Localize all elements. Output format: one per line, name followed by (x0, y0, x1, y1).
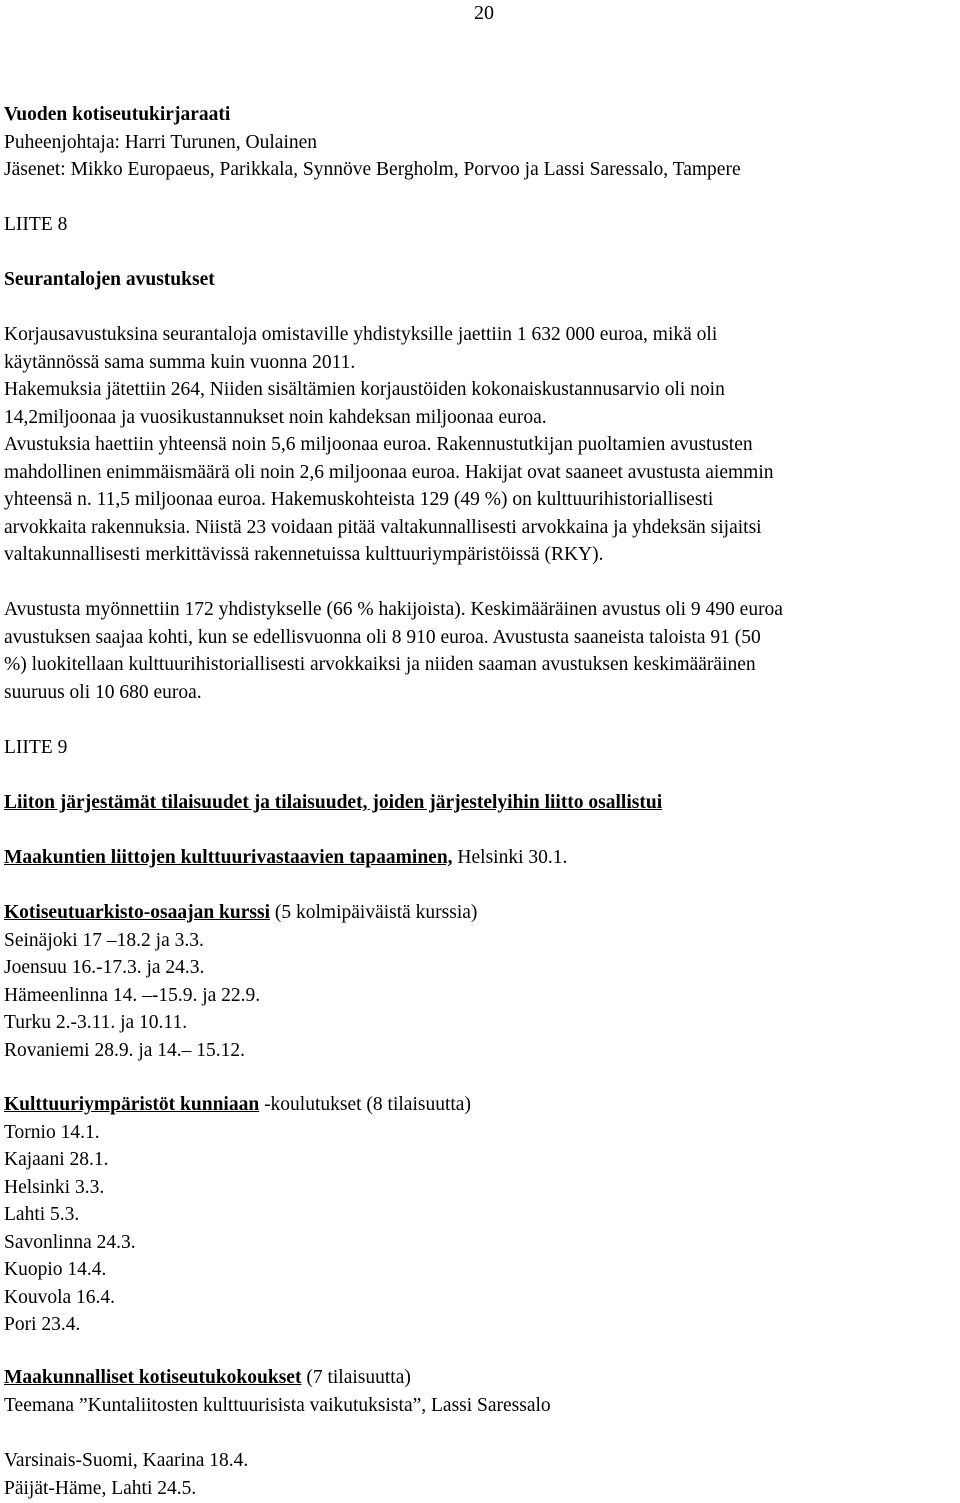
text-line: Avustusta myönnettiin 172 yhdistykselle (66 % hakijoista). Keskimääräinen avustus oli 9 490 euroa (4, 599, 783, 620)
book-jury-section (4, 101, 954, 184)
appendix-9-heading: Liiton järjestämät tilaisuudet ja tilaisuudet, joiden järjestelyihin liitto osallistui (4, 792, 663, 813)
training-details: -koulutukset (8 tilaisuutta) (259, 1094, 471, 1115)
text-line: Jäsenet: Mikko Europaeus, Parikkala, Synnöve Bergholm, Porvoo ja Lassi Saressalo, Tampere (4, 159, 741, 180)
regional-details: (7 tilaisuutta) (301, 1367, 411, 1388)
course-title: Kotiseutuarkisto-osaajan kurssi (4, 902, 270, 923)
theme-line: Teemana ”Kuntaliitosten kulttuurisista vaikutuksista”, Lassi Saressalo (4, 1394, 551, 1416)
training-title: Kulttuuriympäristöt kunniaan (4, 1094, 260, 1115)
text-line: käytännössä sama summa kuin vuonna 2011. (4, 351, 356, 373)
course-details: (5 kolmipäiväistä kurssia) (270, 902, 478, 923)
archive-course-section (4, 899, 954, 1064)
text-line: %) luokitellaan kulttuurihistoriallisesti arvokkaiksi ja niiden saaman avustuksen keskimääräinen (4, 654, 756, 675)
section-heading: Vuoden kotiseutukirjaraati (4, 104, 231, 125)
list-item: Lahti 5.3. (4, 1204, 80, 1225)
appendix-8-heading: Seurantalojen avustukset (4, 269, 215, 290)
text-line: mahdollinen enimmäismäärä oli noin 2,6 miljoonaa euroa. Hakijat ovat saaneet avustusta aiemmin (4, 461, 774, 483)
list-item: Hämeenlinna 14. –-15.9. ja 22.9. (4, 984, 261, 1006)
list-item: Joensuu 16.-17.3. ja 24.3. (4, 957, 205, 978)
awarded-paragraph (4, 596, 954, 706)
text-line: yhteensä n. 11,5 miljoonaa euroa. Hakemuskohteista 129 (49 %) on kulttuurihistoriallisesti (4, 489, 714, 510)
regional-title: Maakunnalliset kotiseutukokoukset (4, 1367, 302, 1388)
appendix-8-label: LIITE 8 (4, 214, 68, 235)
text-line: 14,2miljoonaa ja vuosikustannukset noin kahdeksan miljoonaa euroa. (4, 406, 547, 428)
list-item: Rovaniemi 28.9. ja 14.– 15.12. (4, 1039, 246, 1061)
meeting-entry (4, 844, 954, 872)
list-item: Kuopio 14.4. (4, 1259, 107, 1280)
list-item: Pori 23.4. (4, 1314, 81, 1335)
text-line: valtakunnallisesti merkittävissä rakennetuissa kulttuuriympäristöissä (RKY). (4, 544, 604, 565)
text-line: arvokkaita rakennuksia. Niistä 23 voidaan pitää valtakunnallisesti arvokkaina ja yhdeksän sijaitsi (4, 516, 762, 538)
list-item: Päijät-Häme, Lahti 24.5. (4, 1477, 197, 1499)
text-line: Puheenjohtaja: Harri Turunen, Oulainen (4, 131, 318, 153)
text-line: Korjausavustuksina seurantaloja omistaville yhdistyksille jaettiin 1 632 000 euroa, mikä oli (4, 324, 718, 345)
appendix-9-label: LIITE 9 (4, 737, 68, 758)
list-item: Tornio 14.1. (4, 1121, 100, 1143)
list-item: Helsinki 3.3. (4, 1176, 105, 1198)
list-item: Savonlinna 24.3. (4, 1231, 136, 1253)
list-item: Kouvola 16.4. (4, 1286, 116, 1308)
text-line: avustuksen saajaa kohti, kun se edellisvuonna oli 8 910 euroa. Avustusta saaneista taloista 91 (50 (4, 626, 761, 648)
text-line: Hakemuksia jätettiin 264, Niiden sisältämien korjaustöiden kokonaiskustannusarvio oli noin (4, 379, 725, 400)
regional-meetings-list (4, 1447, 954, 1502)
list-item: Turku 2.-3.11. ja 10.11. (4, 1012, 188, 1033)
text-line: suuruus oli 10 680 euroa. (4, 681, 202, 703)
meeting-details: Helsinki 30.1. (452, 847, 568, 868)
regional-meetings-section (4, 1364, 954, 1419)
meeting-title: Maakuntien liittojen kulttuurivastaavien tapaaminen, (4, 847, 453, 868)
text-line: Avustuksia haettiin yhteensä noin 5,6 miljoonaa euroa. Rakennustutkijan puoltamien avustusten (4, 434, 753, 455)
list-item: Kajaani 28.1. (4, 1149, 109, 1170)
list-item: Varsinais-Suomi, Kaarina 18.4. (4, 1450, 249, 1471)
page-number: 20 (474, 2, 494, 24)
training-section (4, 1091, 954, 1339)
list-item: Seinäjoki 17 –18.2 ja 3.3. (4, 929, 204, 951)
grants-paragraph (4, 321, 954, 569)
